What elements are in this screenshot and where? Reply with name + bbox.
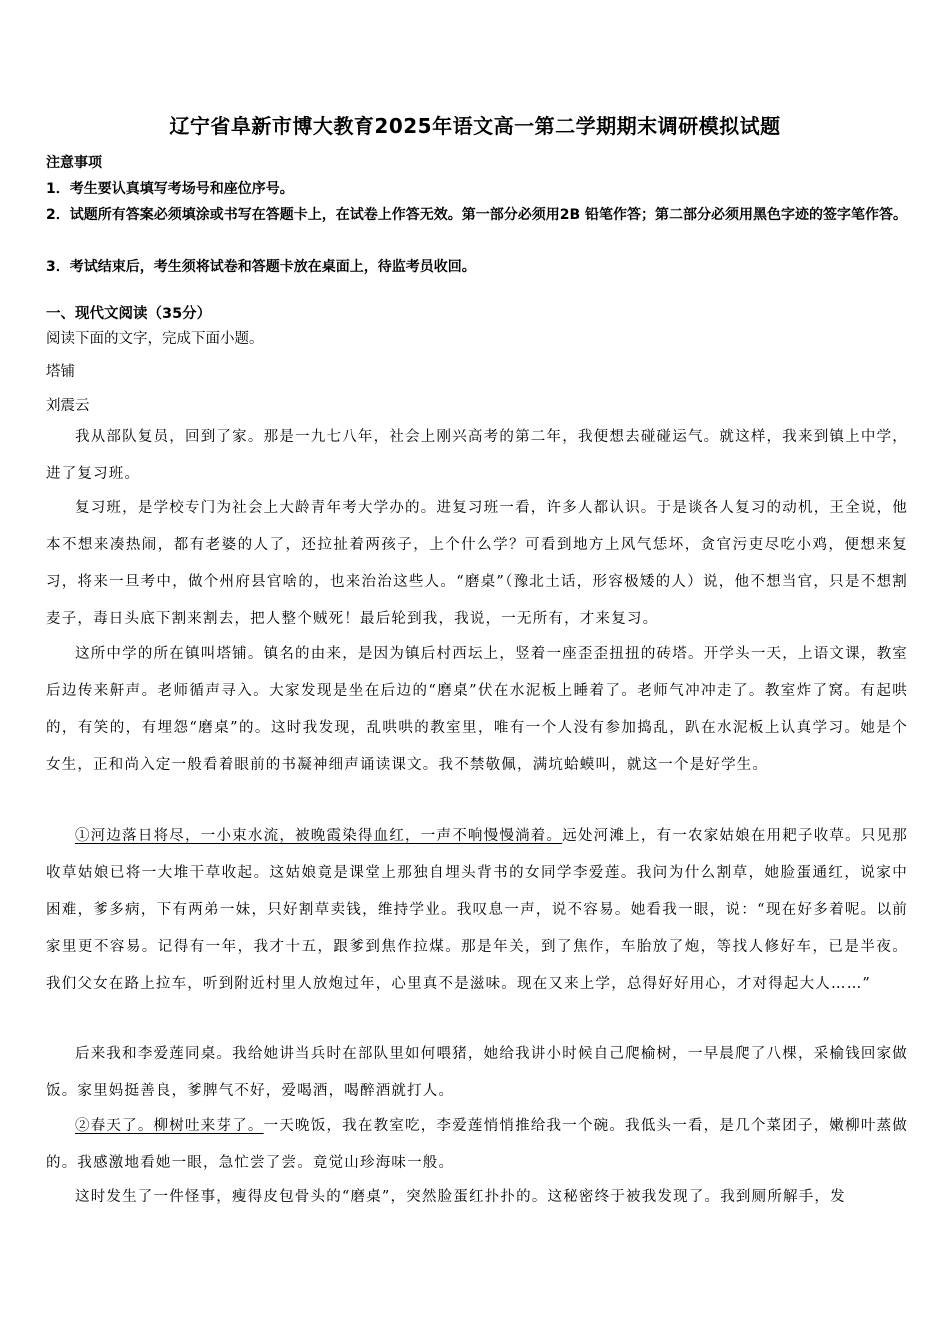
paragraph-5: 后来我和李爱莲同桌。我给她讲当兵时在部队里如何喂猪，她给我讲小时候自己爬榆树，一早晨爬了八棵，采榆钱回家做饭。家里妈挺善良，爹脾气不好，爱喝酒，喝醉酒就打人。 [46, 1046, 908, 1099]
paragraph-2: 复习班，是学校专门为社会上大龄青年考大学办的。进复习班一看，许多人都认识。于是谈各人复习的动机，王全说，他本不想来凑热闹，都有老婆的人了，还拉扯着两孩子，上个什么学？可看到地方上风气恁坏，贪官污吏尽吃小鸡，便想来复习，将来一旦考中，做个州府县官啥的，也来治治这些人。“磨桌”（豫北土话，形容极矮的人）说，他不想当官，只是不想割麦子，毒日头底下割来割去，把人整个贼死！最后轮到我，我说，一无所有，才来复习。 [46, 500, 908, 627]
paragraph-7: 这时发生了一件怪事，瘦得皮包骨头的“磨桌”，突然脸蛋红扑扑的。这秘密终于被我发现了。我到厕所解手，发 [75, 1189, 846, 1205]
article-title: 塔铺 [46, 364, 75, 380]
notice-item-1: 1．考生要认真填写考场号和座位序号。 [46, 181, 294, 197]
notice-item-2: 2．试题所有答案必须填涂或书写在答题卡上，在试卷上作答无效。第一部分必须用2B 铅笔作答；第二部分必须用黑色字迹的签字笔作答。 [46, 207, 908, 223]
paragraph-1: 我从部队复员，回到了家。那是一九七八年，社会上刚兴高考的第二年，我便想去碰碰运气。就这样，我来到镇上中学，进了复习班。 [46, 429, 908, 482]
notice-item-3: 3．考试结束后，考生须将试卷和答题卡放在桌面上，待监考员收回。 [46, 259, 476, 275]
paragraph-6-rest: 一天晚饭，我在教室吃，李爱莲悄悄推给我一个碗。我低头一看，是几个菜团子，嫩柳叶蒸做的。我感激地看她一眼，急忙尝了尝。竟觉山珍海味一般。 [46, 1118, 908, 1171]
paragraph-3: 这所中学的所在镇叫塔铺。镇名的由来，是因为镇后村西坛上，竖着一座歪歪扭扭的砖塔。开学头一天，上语文课，教室后边传来鼾声。老师循声寻入。大家发现是坐在后边的“磨桌”伏在水泥板上睡着了。老师气冲冲走了。教室炸了窝。有起哄的，有笑的，有埋怨“磨桌”的。这时我发现，乱哄哄的教室里，唯有一个人没有参加捣乱，趴在水泥板上认真学习。她是个女生，正和尚入定一般看着眼前的书凝神细声诵读课文。我不禁敬佩，满坑蛤蟆叫，就这一个是好学生。 [46, 646, 908, 773]
paragraph-4 [46, 818, 908, 1003]
paragraph-4-rest: 远处河滩上，有一农家姑娘在用耙子收草。只见那收草姑娘已将一大堆干草收起。这姑娘竟是课堂上那独自埋头背书的女同学李爱莲。我问为什么割草，她脸蛋通红，说家中困难，爹多病，下有两弟一妹，只好割草卖钱，维持学业。我叹息一声，说不容易。她看我一眼，说：“现在好多着呢。以前家里更不容易。记得有一年，我才十五，跟爹到焦作拉煤。那是年关，到了焦作，车胎放了炮，等找人修好车，已是半夜。我们父女在路上拉车，听到附近村里人放炮过年，心里真不是滋味。现在又来上学，总得好好用心，才对得起大人……” [46, 828, 908, 992]
article-author: 刘震云 [46, 398, 90, 414]
paragraph-6 [46, 1108, 908, 1182]
notice-heading: 注意事项 [46, 155, 102, 171]
reading-instruction: 阅读下面的文字，完成下面小题。 [46, 331, 264, 347]
page-title: 辽宁省阜新市博大教育2025年语文高一第二学期期末调研模拟试题 [169, 114, 781, 138]
section-heading: 一、现代文阅读（35分） [46, 306, 212, 322]
underlined-sentence-2: ②春天了。柳树吐来芽了。 [75, 1118, 264, 1134]
underlined-sentence-1: ①河边落日将尽，一小束水流，被晚霞染得血红，一声不响慢慢淌着。 [75, 828, 563, 844]
